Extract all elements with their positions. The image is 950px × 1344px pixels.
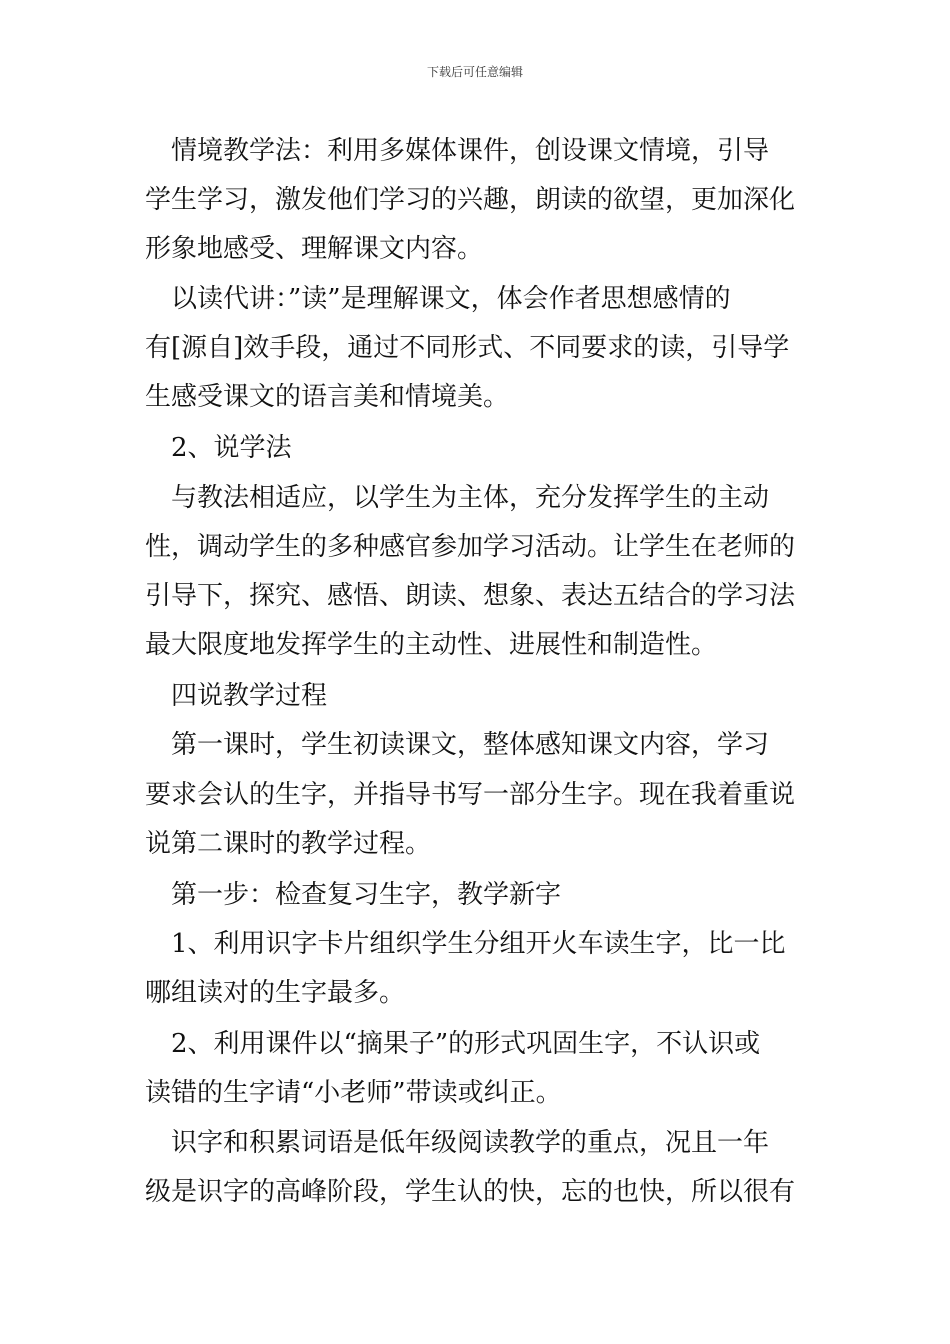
section-heading: 四说教学过程	[145, 681, 328, 711]
text-line: 与教法相适应，以学生为主体，充分发挥学生的主动	[145, 483, 770, 513]
text-line: 要求会认的生字，并指导书写一部分生字。现在我着重说	[145, 780, 796, 810]
text-line: 学生学习，激发他们学习的兴趣，朗读的欲望，更加深化	[145, 185, 796, 215]
text-line: 级是识字的高峰阶段，学生认的快，忘的也快，所以很有	[145, 1177, 796, 1207]
text-line: 哪组读对的生字最多。	[145, 978, 406, 1008]
text-line: 第一课时，学生初读课文，整体感知课文内容，学习	[145, 730, 770, 760]
text-line: 情境教学法：利用多媒体课件，创设课文情境，引导	[145, 136, 770, 166]
section-heading: 第一步：检查复习生字，教学新字	[145, 880, 562, 910]
text-line: 读错的生字请“小老师”带读或纠正。	[145, 1078, 562, 1108]
text-line: 最大限度地发挥学生的主动性、进展性和制造性。	[145, 630, 718, 660]
section-heading: 2、说学法	[145, 433, 292, 463]
text-line: 生感受课文的语言美和情境美。	[145, 382, 510, 412]
text-line: 有[源自]效手段，通过不同形式、不同要求的读，引导学	[145, 333, 790, 363]
text-line: 2、利用课件以“摘果子”的形式巩固生字，不认识或	[145, 1029, 761, 1059]
text-line: 以读代讲：”读”是理解课文，体会作者思想感情的	[145, 284, 731, 314]
text-line: 识字和积累词语是低年级阅读教学的重点，况且一年	[145, 1128, 770, 1158]
text-line: 性，调动学生的多种感官参加学习活动。让学生在老师的	[145, 532, 796, 562]
text-line: 形象地感受、理解课文内容。	[145, 234, 484, 264]
text-line: 1、利用识字卡片组织学生分组开火车读生字，比一比	[145, 929, 786, 959]
text-line: 引导下，探究、感悟、朗读、想象、表达五结合的学习法	[145, 581, 796, 611]
page-header: 下载后可任意编辑	[426, 65, 523, 79]
text-line: 说第二课时的教学过程。	[145, 829, 432, 859]
